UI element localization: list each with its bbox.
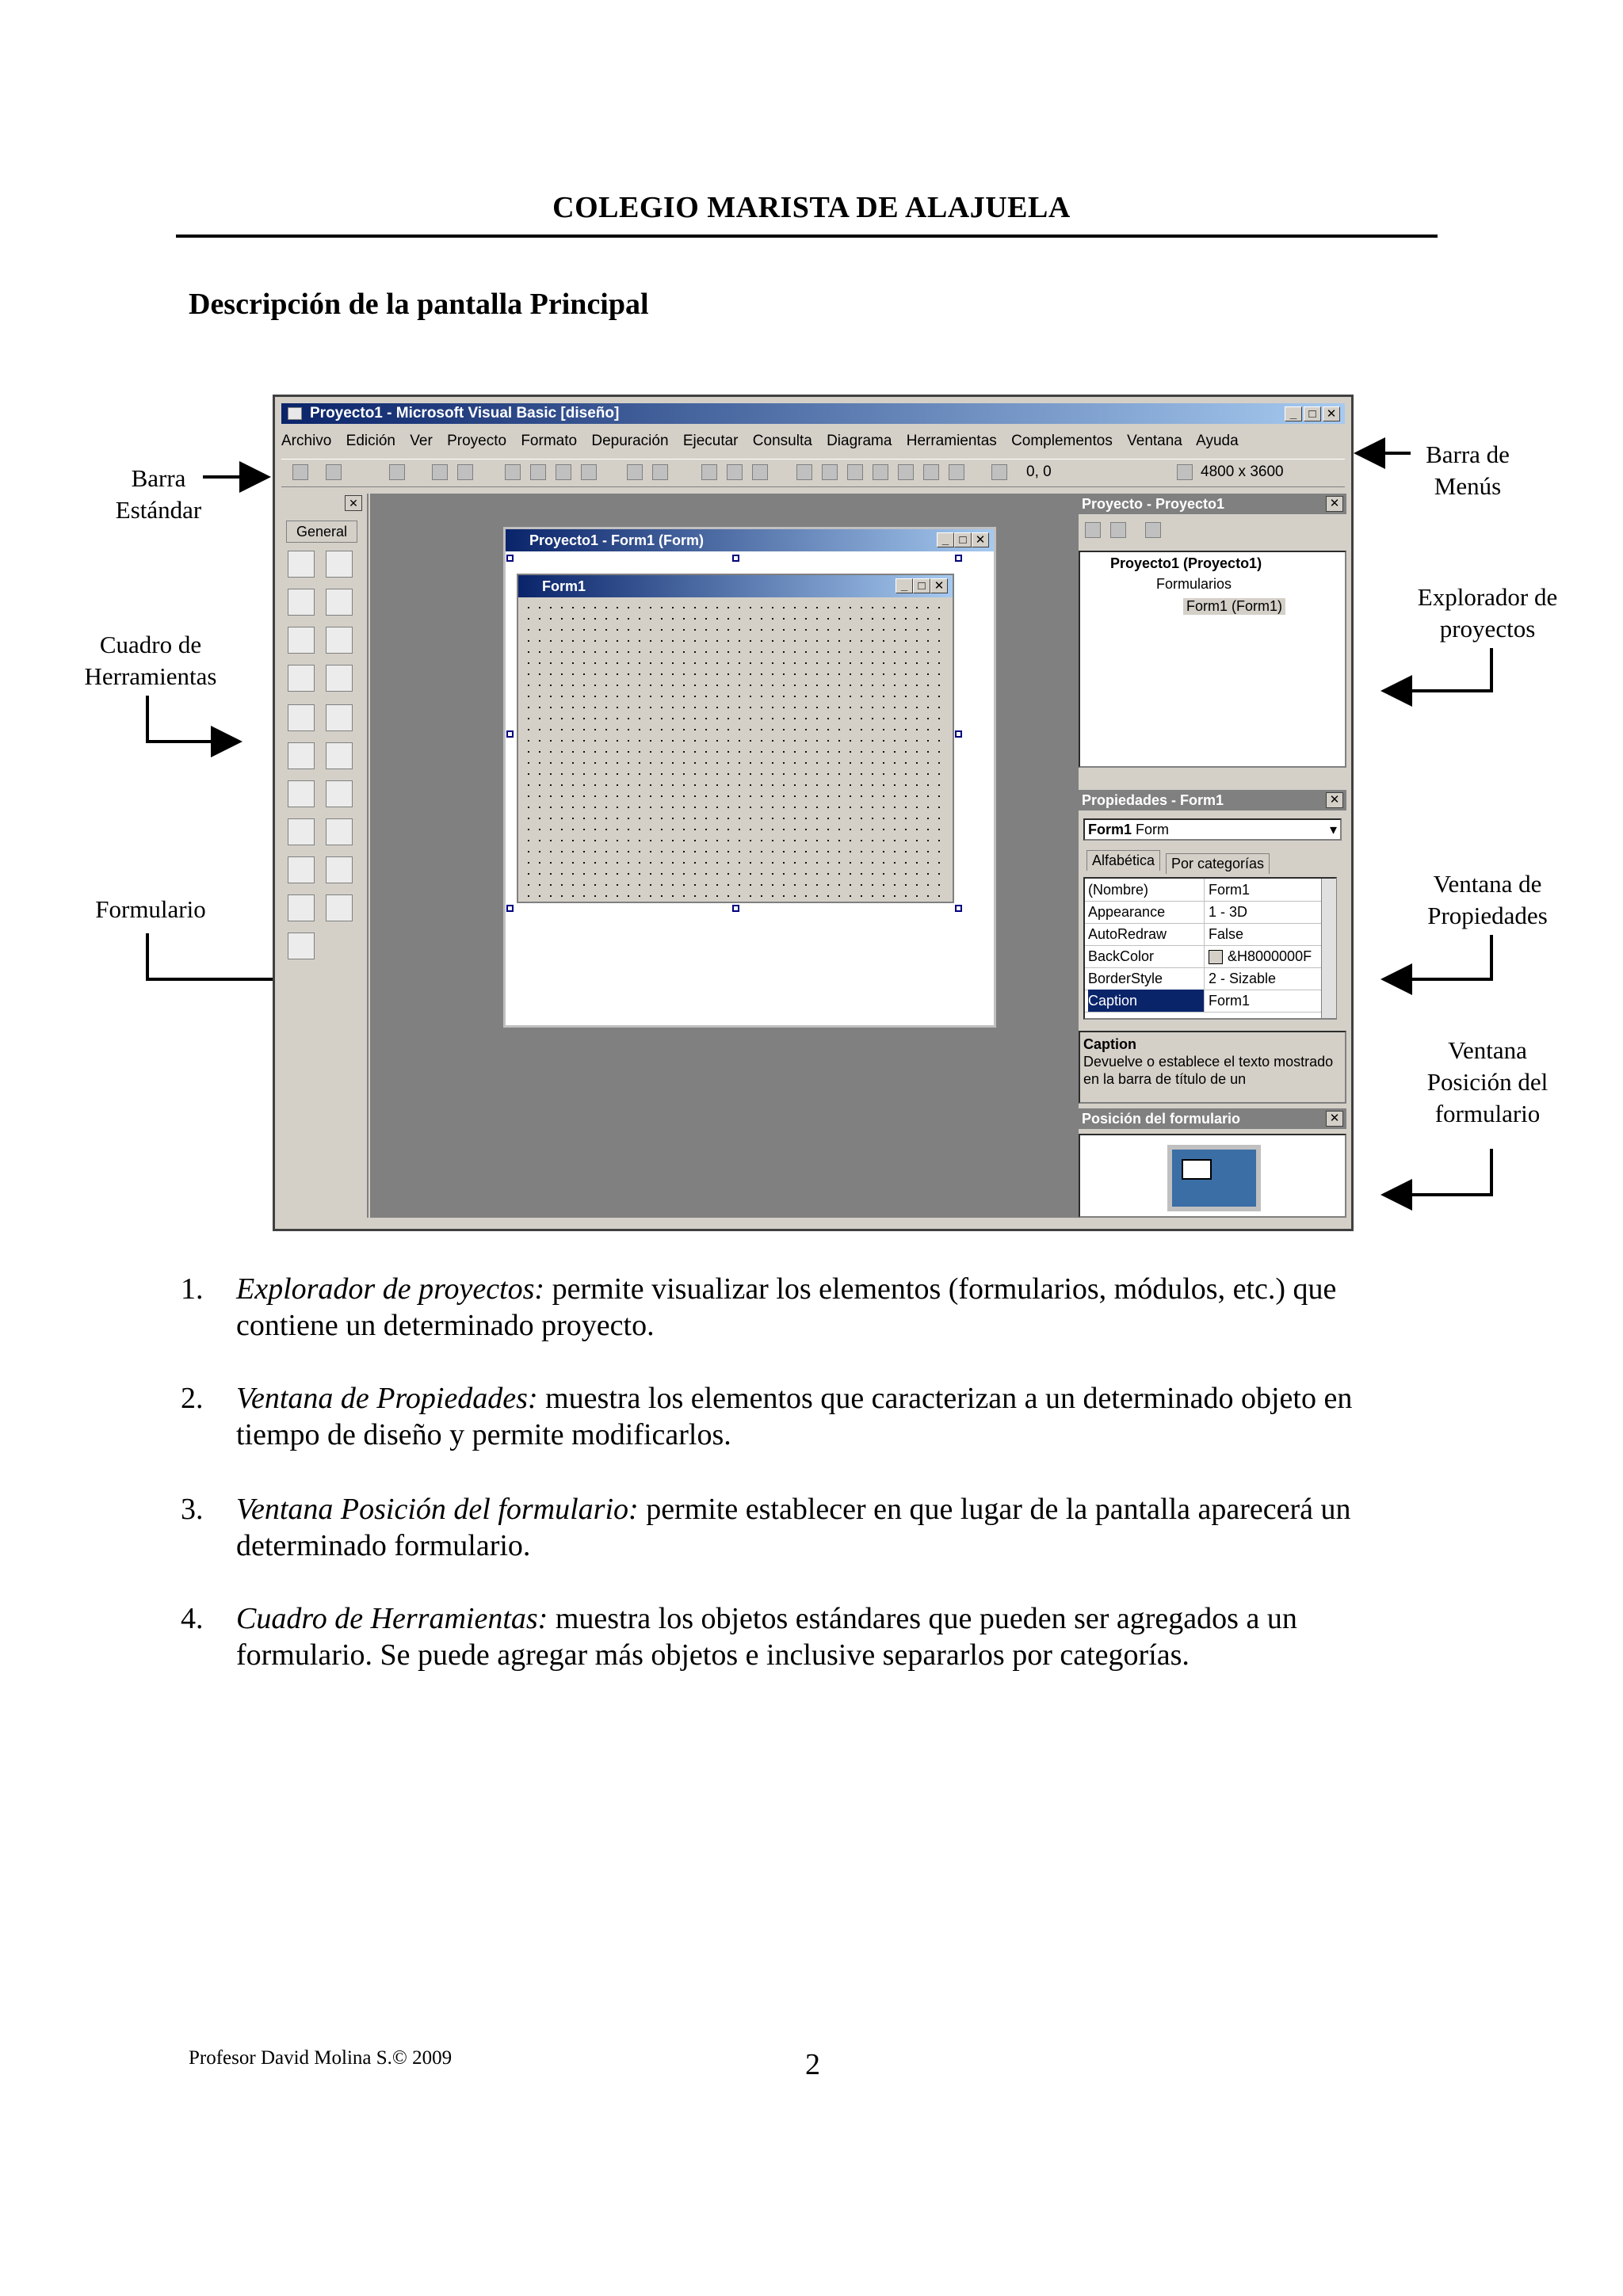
toolbar-position: 0, 0: [1026, 463, 1052, 480]
close-icon[interactable]: ✕: [972, 532, 989, 547]
menu-formato[interactable]: Formato: [521, 433, 578, 449]
menu-ayuda[interactable]: Ayuda: [1196, 433, 1239, 449]
list-number: 4.: [181, 1602, 204, 1635]
toolbox-close-icon[interactable]: ✕: [345, 495, 362, 511]
timer-tool-icon[interactable]: [288, 780, 315, 807]
property-row[interactable]: [1085, 879, 1321, 902]
list-number: 1.: [181, 1272, 204, 1306]
list-lead: Ventana Posición del formulario:: [236, 1493, 639, 1526]
arrow-cuadro-herramientas: [147, 696, 236, 742]
resize-handle[interactable]: [506, 555, 514, 562]
form-designer-title: Proyecto1 - Form1 (Form): [529, 532, 705, 548]
maximize-icon[interactable]: □: [954, 532, 972, 547]
form-position-preview[interactable]: [1182, 1159, 1212, 1180]
menu-proyecto[interactable]: Proyecto: [447, 433, 507, 449]
property-name: BackColor: [1088, 945, 1205, 967]
toolbox-icon[interactable]: [898, 464, 914, 480]
view-object-icon[interactable]: [1110, 522, 1126, 538]
project-explorer-toolbar: [1079, 516, 1346, 546]
vb-ide-screenshot: [273, 395, 1354, 1231]
menu-archivo[interactable]: Archivo: [281, 433, 332, 449]
paste-icon[interactable]: [556, 464, 571, 480]
pointer-tool-icon[interactable]: [288, 551, 315, 578]
minimize-icon: _: [896, 578, 913, 593]
start-icon[interactable]: [701, 464, 717, 480]
property-row[interactable]: [1085, 967, 1321, 990]
property-name: (Nombre): [1088, 879, 1205, 901]
cut-icon[interactable]: [505, 464, 521, 480]
form1[interactable]: [517, 574, 954, 903]
vb-menu-bar: [281, 429, 1345, 454]
properties-scrollbar[interactable]: [1321, 879, 1336, 1018]
property-row[interactable]: [1085, 945, 1321, 968]
resize-handle[interactable]: [955, 905, 962, 912]
textbox-tool-icon[interactable]: [326, 589, 353, 616]
list-number: 2.: [181, 1382, 204, 1415]
resize-handle[interactable]: [955, 730, 962, 738]
callout-ventana-propiedades: Ventana de Propiedades: [1427, 870, 1548, 929]
list-item: [181, 1600, 1438, 1673]
properties-title: Propiedades - Form1: [1082, 792, 1224, 808]
pause-icon[interactable]: [727, 464, 743, 480]
minimize-icon[interactable]: _: [1285, 406, 1302, 421]
list-text: muestra los objetos estándares que pueden ser agregados a un formulario. Se puede agregar más objetos e inclusive separarlos por categorías.: [236, 1602, 1297, 1672]
list-text: muestra los elementos que caracterizan a un determinado objeto en tiempo de diseño y permite modificarlos.: [236, 1382, 1353, 1451]
vb-standard-toolbar: [281, 459, 1345, 487]
form-designer-title-bar: [506, 529, 994, 551]
component-manager-icon[interactable]: [949, 464, 964, 480]
tree-form-node[interactable]: Form1 (Form1): [1183, 598, 1285, 615]
minimize-icon[interactable]: _: [937, 532, 954, 547]
project-explorer-title-bar: [1079, 494, 1346, 514]
arrow-posicion: [1387, 1149, 1491, 1195]
close-icon[interactable]: ✕: [1323, 406, 1340, 421]
menu-ejecutar[interactable]: Ejecutar: [682, 433, 739, 449]
form-layout-title: Posición del formulario: [1082, 1111, 1241, 1127]
list-item: [181, 1271, 1438, 1344]
form-layout-icon[interactable]: [847, 464, 863, 480]
list-text: permite establecer en que lugar de la pantalla aparecerá un determinado formulario.: [236, 1493, 1351, 1562]
toolbox-tab-general[interactable]: General: [286, 521, 357, 543]
close-icon: ✕: [930, 578, 948, 593]
list-lead: Explorador de proyectos:: [236, 1272, 545, 1306]
position-icon: [991, 464, 1007, 480]
resize-handle[interactable]: [732, 905, 739, 912]
arrow-propiedades: [1387, 935, 1491, 979]
list-lead: Cuadro de Herramientas:: [236, 1602, 548, 1635]
close-icon[interactable]: ✕: [1326, 1111, 1343, 1127]
property-value: Form1: [1209, 882, 1251, 898]
resize-handle[interactable]: [506, 730, 514, 738]
properties-grid: [1083, 877, 1337, 1020]
callout-barra-estandar: Barra Estándar: [115, 464, 202, 524]
commandbutton-tool-icon[interactable]: [326, 627, 353, 654]
properties-description: [1079, 1031, 1346, 1104]
ole-tool-icon[interactable]: [288, 933, 315, 959]
size-icon: [1177, 464, 1193, 480]
property-value: &H8000000F: [1228, 948, 1312, 964]
maximize-icon[interactable]: □: [1304, 406, 1321, 421]
property-name: AutoRedraw: [1088, 923, 1205, 945]
toggle-folders-icon[interactable]: [1145, 522, 1161, 538]
frame-tool-icon[interactable]: [288, 627, 315, 654]
tree-project-node[interactable]: Proyecto1 (Proyecto1): [1110, 555, 1262, 571]
find-icon[interactable]: [581, 464, 597, 480]
properties-object-type: Form: [1136, 822, 1170, 837]
tree-folder-node[interactable]: Formularios: [1156, 576, 1232, 592]
vb-app-icon: [288, 407, 302, 420]
menu-consulta[interactable]: Consulta: [752, 433, 812, 449]
callout-cuadro-herramientas: Cuadro de Herramientas: [84, 631, 217, 690]
toolbox: [281, 494, 369, 1218]
menu-ventana[interactable]: Ventana: [1127, 433, 1182, 449]
property-value: 1 - 3D: [1209, 904, 1248, 920]
form-layout-title-bar: [1079, 1108, 1346, 1129]
close-icon[interactable]: ✕: [1326, 496, 1343, 512]
arrow-explorador: [1387, 648, 1491, 691]
filelistbox-tool-icon[interactable]: [326, 818, 353, 845]
maximize-icon: □: [913, 578, 930, 593]
menu-diagrama[interactable]: Diagrama: [827, 433, 892, 449]
data-tool-icon[interactable]: [326, 894, 353, 921]
callout-barra-menus: Barra de Menús: [1426, 441, 1510, 500]
combobox-tool-icon[interactable]: [288, 704, 315, 731]
form1-title-bar: [518, 575, 953, 597]
list-text: permite visualizar los elementos (formularios, módulos, etc.) que contiene un determinado proyecto.: [236, 1272, 1337, 1342]
stop-icon[interactable]: [752, 464, 768, 480]
save-icon[interactable]: [457, 464, 473, 480]
listbox-tool-icon[interactable]: [326, 704, 353, 731]
menu-complementos[interactable]: Complementos: [1011, 433, 1113, 449]
callout-explorador: Explorador de proyectos: [1417, 583, 1558, 643]
property-value: False: [1209, 926, 1244, 942]
resize-handle[interactable]: [732, 555, 739, 562]
vb-title-bar: [281, 403, 1345, 424]
view-code-icon[interactable]: [1085, 522, 1101, 538]
picturebox-tool-icon[interactable]: [326, 551, 353, 578]
add-form-icon[interactable]: [326, 464, 342, 480]
project-tree: [1079, 551, 1346, 768]
property-row[interactable]: [1085, 901, 1321, 924]
form1-title: Form1: [542, 578, 586, 594]
property-row[interactable]: [1085, 923, 1321, 946]
dirlistbox-tool-icon[interactable]: [288, 818, 315, 845]
form-layout-area: [1079, 1134, 1346, 1218]
form1-grid[interactable]: [523, 602, 943, 897]
copy-icon[interactable]: [530, 464, 546, 480]
drivelistbox-tool-icon[interactable]: [326, 780, 353, 807]
properties-object-name: Form1: [1088, 822, 1132, 837]
property-description-title: Caption: [1083, 1036, 1136, 1052]
property-value: Form1: [1209, 993, 1251, 1009]
form-designer-window: [503, 527, 996, 1028]
callout-ventana-posicion: Ventana Posición del formulario: [1426, 1036, 1549, 1127]
menu-edicion[interactable]: Edición: [346, 433, 395, 449]
list-number: 3.: [181, 1493, 204, 1526]
properties-window-icon[interactable]: [822, 464, 838, 480]
project-explorer-title: Proyecto - Proyecto1: [1082, 496, 1225, 512]
section-title: Descripción de la pantalla Principal: [189, 288, 649, 321]
vb-title: Proyecto1 - Microsoft Visual Basic [diseño]: [310, 405, 620, 421]
list-item: [181, 1491, 1438, 1564]
toolbar-size: 4800 x 3600: [1201, 463, 1284, 480]
properties-title-bar: [1079, 790, 1346, 810]
chevron-down-icon[interactable]: ▾: [1329, 822, 1337, 837]
shape-tool-icon[interactable]: [288, 856, 315, 883]
page-number: 2: [805, 2048, 820, 2081]
close-icon[interactable]: ✕: [1326, 792, 1343, 808]
properties-tabs: [1083, 847, 1342, 874]
vscrollbar-tool-icon[interactable]: [326, 742, 353, 769]
property-name: Appearance: [1088, 901, 1205, 923]
color-swatch-icon: [1209, 950, 1223, 964]
project-explorer-icon[interactable]: [796, 464, 812, 480]
object-browser-icon[interactable]: [873, 464, 888, 480]
menu-herramientas[interactable]: Herramientas: [906, 433, 997, 449]
add-project-icon[interactable]: [292, 464, 308, 480]
property-row-selected[interactable]: [1085, 990, 1321, 1013]
property-name: Caption: [1088, 990, 1205, 1012]
mdi-workspace: [370, 494, 1079, 1218]
property-description-text: Devuelve o establece el texto mostrado en la barra de título de un: [1083, 1054, 1334, 1087]
menu-editor-icon[interactable]: [389, 464, 405, 480]
property-name: BorderStyle: [1088, 967, 1205, 990]
optionbutton-tool-icon[interactable]: [326, 665, 353, 692]
header-rule: [176, 235, 1438, 238]
tab-alfabetica[interactable]: Alfabética: [1086, 850, 1160, 871]
property-value: 2 - Sizable: [1209, 971, 1277, 986]
undo-icon[interactable]: [627, 464, 643, 480]
image-tool-icon[interactable]: [288, 894, 315, 921]
resize-handle[interactable]: [955, 555, 962, 562]
open-icon[interactable]: [432, 464, 448, 480]
data-view-icon[interactable]: [923, 464, 939, 480]
line-tool-icon[interactable]: [326, 856, 353, 883]
list-lead: Ventana de Propiedades:: [236, 1382, 538, 1415]
menu-depuracion[interactable]: Depuración: [591, 433, 669, 449]
footer-author: Profesor David Molina S.© 2009: [189, 2047, 453, 2069]
hscrollbar-tool-icon[interactable]: [288, 742, 315, 769]
tab-por-categorias[interactable]: Por categorías: [1166, 853, 1270, 874]
properties-object-select[interactable]: [1083, 818, 1342, 841]
label-tool-icon[interactable]: [288, 589, 315, 616]
list-item: [181, 1380, 1438, 1453]
callout-formulario: Formulario: [95, 895, 206, 923]
school-name: COLEGIO MARISTA DE ALAJUELA: [552, 191, 1071, 224]
resize-handle[interactable]: [506, 905, 514, 912]
checkbox-tool-icon[interactable]: [288, 665, 315, 692]
redo-icon[interactable]: [652, 464, 668, 480]
menu-ver[interactable]: Ver: [410, 433, 433, 449]
monitor-preview: [1167, 1145, 1261, 1211]
